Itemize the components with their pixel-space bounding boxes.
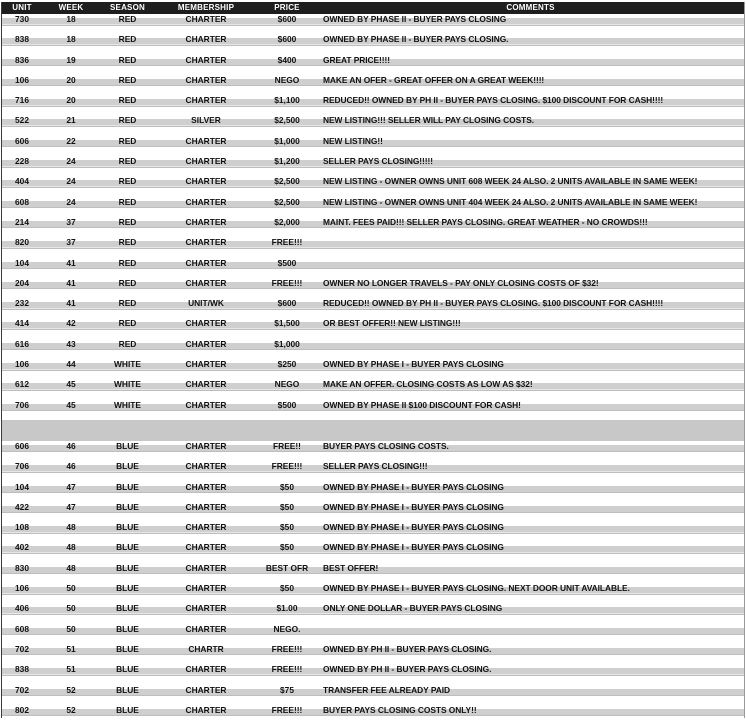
cell-price: $500 (277, 399, 297, 410)
cell-comment: ONLY ONE DOLLAR - BUYER PAYS CLOSING (323, 603, 503, 614)
cell-unit: 706 (15, 461, 29, 472)
cell-unit: 706 (15, 399, 29, 410)
cell-comment: OWNED BY PHASE II $100 DISCOUNT FOR CASH! (323, 399, 521, 410)
cell-season: BLUE (116, 522, 139, 533)
cell-membership: CHARTER (185, 74, 227, 85)
cell-unit: 606 (15, 135, 29, 146)
cell-week: 51 (66, 664, 76, 675)
cell-unit: 204 (15, 277, 29, 288)
cell-price: $2,500 (274, 115, 300, 126)
cell-membership: CHARTER (185, 277, 227, 288)
cell-season: RED (118, 115, 137, 126)
table-row (2, 644, 744, 664)
cell-membership: CHARTER (185, 583, 227, 594)
cell-season: RED (118, 257, 137, 268)
table-row (2, 461, 744, 481)
cell-week: 24 (66, 176, 76, 187)
cell-comment: OWNED BY PHASE I - BUYER PAYS CLOSING (323, 501, 504, 512)
cell-season: BLUE (116, 440, 139, 451)
cell-comment: TRANSFER FEE ALREADY PAID (323, 684, 451, 695)
table-row (2, 482, 744, 502)
cell-comment: REDUCED!! OWNED BY PH II - BUYER PAYS CLOSING. $100 DISCOUNT FOR CASH!!!! (323, 298, 664, 309)
cell-season: RED (118, 216, 137, 227)
cell-price: $1,000 (274, 338, 300, 349)
cell-membership: CHARTER (185, 196, 227, 207)
cell-comment: NEW LISTING!! (323, 135, 383, 146)
cell-comment: MAKE AN OFFER. CLOSING COSTS AS LOW AS $32! (323, 379, 533, 390)
cell-week: 20 (66, 95, 76, 106)
cell-unit: 106 (15, 74, 29, 85)
cell-membership: CHARTER (185, 176, 227, 187)
header-season: SEASON (110, 3, 145, 12)
cell-comment: SELLER PAYS CLOSING!!!!! (323, 156, 434, 167)
cell-membership: CHARTER (185, 542, 227, 553)
cell-season: RED (118, 74, 137, 85)
cell-week: 37 (66, 216, 76, 227)
cell-comment: OWNED BY PHASE I - BUYER PAYS CLOSING. NEXT DOOR UNIT AVAILABLE. (323, 583, 630, 594)
cell-comment (317, 237, 744, 257)
cell-comment: OWNED BY PHASE I - BUYER PAYS CLOSING (323, 542, 504, 553)
table-row (2, 522, 744, 542)
cell-comment (317, 624, 744, 644)
cell-price: $2,500 (274, 176, 300, 187)
cell-season: RED (118, 277, 137, 288)
cell-comment: MAINT. FEES PAID!!! SELLER PAYS CLOSING. GREAT WEATHER - NO CROWDS!!! (323, 216, 648, 227)
cell-unit: 414 (15, 318, 29, 329)
cell-unit: 838 (15, 664, 29, 675)
table-row (2, 542, 744, 562)
cell-price: $600 (277, 298, 297, 309)
table-row (2, 563, 744, 583)
cell-price: FREE!!! (271, 461, 303, 472)
cell-season: BLUE (116, 583, 139, 594)
cell-membership: CHARTER (185, 562, 227, 573)
cell-membership: CHARTER (185, 34, 227, 45)
table-row (2, 34, 744, 54)
table-row (2, 400, 744, 420)
cell-comment: NEW LISTING!!! SELLER WILL PAY CLOSING COSTS. (323, 115, 535, 126)
cell-membership: CHARTER (185, 216, 227, 227)
cell-week: 50 (66, 603, 76, 614)
cell-week: 52 (66, 704, 76, 715)
cell-comment: MAKE AN OFER - GREAT OFFER ON A GREAT WEEK!!!! (323, 74, 545, 85)
cell-price: FREE!!! (271, 704, 303, 715)
cell-week: 46 (66, 440, 76, 451)
cell-price: $2,500 (274, 196, 300, 207)
cell-unit: 104 (15, 481, 29, 492)
header-week: WEEK (58, 3, 84, 12)
table-row (2, 197, 744, 217)
cell-price: FREE!!! (271, 277, 303, 288)
cell-comment: NEW LISTING - OWNER OWNS UNIT 404 WEEK 24 ALSO. 2 UNITS AVAILABLE IN SAME WEEK! (323, 196, 698, 207)
header-comments: COMMENTS (506, 3, 555, 12)
cell-season: RED (118, 34, 137, 45)
cell-season: RED (118, 95, 137, 106)
cell-comment: OWNED BY PH II - BUYER PAYS CLOSING. (323, 643, 492, 654)
cell-week: 44 (66, 359, 76, 370)
table-header (2, 2, 744, 14)
table-row (2, 359, 744, 379)
cell-price: $1,500 (274, 318, 300, 329)
cell-price: NEGO (274, 379, 300, 390)
cell-week: 50 (66, 623, 76, 634)
cell-comment (317, 339, 744, 359)
cell-season: RED (118, 176, 137, 187)
header-unit: UNIT (12, 3, 32, 12)
table-row (2, 278, 744, 298)
cell-season: BLUE (116, 643, 139, 654)
table-row (2, 136, 744, 156)
table-row (2, 603, 744, 623)
cell-week: 47 (66, 481, 76, 492)
cell-price: FREE!!! (271, 643, 303, 654)
cell-unit: 228 (15, 156, 29, 167)
table-row (2, 75, 744, 95)
cell-unit: 406 (15, 603, 29, 614)
cell-price: $75 (280, 684, 294, 695)
cell-membership: CHARTER (185, 379, 227, 390)
cell-unit: 608 (15, 196, 29, 207)
table-row (2, 176, 744, 196)
cell-season: BLUE (116, 501, 139, 512)
cell-season: BLUE (116, 562, 139, 573)
cell-unit: 606 (15, 440, 29, 451)
cell-membership: CHARTER (185, 461, 227, 472)
cell-season: RED (118, 318, 137, 329)
cell-week: 19 (66, 54, 76, 65)
table-row (2, 55, 744, 75)
cell-comment: OWNED BY PHASE I - BUYER PAYS CLOSING (323, 522, 504, 533)
cell-unit: 402 (15, 542, 29, 553)
cell-unit: 702 (15, 643, 29, 654)
cell-membership: CHARTER (185, 237, 227, 248)
cell-unit: 232 (15, 298, 29, 309)
cell-comment: OWNED BY PHASE II - BUYER PAYS CLOSING. (323, 34, 509, 45)
cell-membership: CHARTER (185, 481, 227, 492)
cell-membership: CHARTER (185, 318, 227, 329)
cell-price: $250 (277, 359, 297, 370)
cell-price: $1,100 (274, 95, 300, 106)
table-row (2, 339, 744, 359)
cell-week: 22 (66, 135, 76, 146)
cell-price: $2,000 (274, 216, 300, 227)
cell-comment: SELLER PAYS CLOSING!!! (323, 461, 428, 472)
cell-membership: CHARTER (185, 623, 227, 634)
cell-season: WHITE (114, 379, 141, 390)
cell-price: $1.00 (276, 603, 298, 614)
table-row (2, 298, 744, 318)
cell-unit: 716 (15, 95, 29, 106)
cell-week: 46 (66, 461, 76, 472)
cell-price: NEGO. (273, 623, 301, 634)
cell-week: 50 (66, 583, 76, 594)
cell-price: $400 (277, 54, 297, 65)
cell-membership: CHARTER (185, 704, 227, 715)
cell-unit: 106 (15, 359, 29, 370)
cell-membership: CHARTER (185, 54, 227, 65)
table-row (2, 685, 744, 705)
cell-price: $600 (277, 14, 297, 24)
table-row (2, 583, 744, 603)
cell-season: RED (118, 135, 137, 146)
cell-unit: 702 (15, 684, 29, 695)
table-row (2, 95, 744, 115)
cell-unit: 108 (15, 522, 29, 533)
cell-comment: BEST OFFER! (323, 562, 379, 573)
cell-price: NEGO (274, 74, 300, 85)
cell-unit: 214 (15, 216, 29, 227)
table-row (2, 115, 744, 135)
cell-membership: CHARTER (185, 338, 227, 349)
cell-week: 37 (66, 237, 76, 248)
cell-unit: 730 (15, 14, 29, 24)
cell-price: $1,200 (274, 156, 300, 167)
cell-week: 48 (66, 522, 76, 533)
header-membership: MEMBERSHIP (177, 3, 235, 12)
cell-membership: CHARTER (185, 156, 227, 167)
cell-unit: 802 (15, 704, 29, 715)
cell-price: FREE!! (273, 440, 301, 451)
cell-week: 21 (66, 115, 76, 126)
cell-price: FREE!!! (271, 664, 303, 675)
cell-week: 51 (66, 643, 76, 654)
cell-week: 42 (66, 318, 76, 329)
cell-membership: CHARTER (185, 399, 227, 410)
table-row (2, 664, 744, 684)
cell-comment: OWNER NO LONGER TRAVELS - PAY ONLY CLOSING COSTS OF $32! (323, 277, 599, 288)
table-spacer-row (2, 420, 744, 441)
cell-week: 24 (66, 196, 76, 207)
cell-membership: CHARTER (185, 359, 227, 370)
cell-price: $50 (280, 583, 294, 594)
cell-season: BLUE (116, 461, 139, 472)
cell-price: $500 (277, 257, 297, 268)
cell-comment: OWNED BY PHASE I - BUYER PAYS CLOSING (323, 481, 504, 492)
cell-price: $50 (280, 542, 294, 553)
cell-price: FREE!!! (271, 237, 303, 248)
table-row (2, 502, 744, 522)
cell-season: RED (118, 338, 137, 349)
cell-week: 20 (66, 74, 76, 85)
cell-unit: 612 (15, 379, 29, 390)
cell-week: 18 (66, 14, 76, 24)
table-row (2, 441, 744, 461)
cell-season: RED (118, 54, 137, 65)
cell-comment (317, 258, 744, 278)
cell-week: 45 (66, 379, 76, 390)
table-body (2, 14, 744, 725)
cell-season: RED (118, 237, 137, 248)
cell-membership: CHARTER (185, 501, 227, 512)
cell-comment: OWNED BY PH II - BUYER PAYS CLOSING. (323, 664, 492, 675)
cell-membership: CHARTER (185, 95, 227, 106)
cell-comment: OR BEST OFFER!! NEW LISTING!!! (323, 318, 461, 329)
cell-week: 45 (66, 399, 76, 410)
cell-membership: CHARTER (185, 135, 227, 146)
header-price: PRICE (274, 3, 300, 12)
cell-season: RED (118, 298, 137, 309)
cell-season: BLUE (116, 684, 139, 695)
cell-week: 52 (66, 684, 76, 695)
cell-comment: BUYER PAYS CLOSING COSTS. (323, 440, 449, 451)
cell-week: 43 (66, 338, 76, 349)
cell-comment: BUYER PAYS CLOSING COSTS ONLY!! (323, 704, 477, 715)
cell-unit: 422 (15, 501, 29, 512)
cell-week: 47 (66, 501, 76, 512)
cell-unit: 522 (15, 115, 29, 126)
cell-price: $50 (280, 481, 294, 492)
cell-week: 24 (66, 156, 76, 167)
cell-week: 18 (66, 34, 76, 45)
cell-unit: 830 (15, 562, 29, 573)
cell-comment: OWNED BY PHASE II - BUYER PAYS CLOSING (323, 14, 507, 24)
cell-week: 48 (66, 562, 76, 573)
cell-week: 41 (66, 257, 76, 268)
cell-season: BLUE (116, 481, 139, 492)
cell-season: RED (118, 14, 137, 24)
cell-season: BLUE (116, 542, 139, 553)
cell-comment: NEW LISTING - OWNER OWNS UNIT 608 WEEK 24 ALSO. 2 UNITS AVAILABLE IN SAME WEEK! (323, 176, 698, 187)
table-row (2, 705, 744, 725)
cell-price: $1,000 (274, 135, 300, 146)
cell-membership: CHARTR (188, 643, 224, 654)
cell-unit: 616 (15, 338, 29, 349)
cell-price: $50 (280, 522, 294, 533)
cell-membership: SILVER (191, 115, 221, 126)
cell-comment: GREAT PRICE!!!! (323, 54, 391, 65)
cell-membership: CHARTER (185, 664, 227, 675)
cell-price: BEST OFR (265, 562, 309, 573)
cell-season: WHITE (114, 359, 141, 370)
cell-week: 41 (66, 277, 76, 288)
cell-season: RED (118, 156, 137, 167)
cell-membership: CHARTER (185, 440, 227, 451)
table-row (2, 237, 744, 257)
cell-week: 48 (66, 542, 76, 553)
cell-unit: 608 (15, 623, 29, 634)
cell-unit: 106 (15, 583, 29, 594)
cell-season: BLUE (116, 664, 139, 675)
listing-sheet (1, 2, 745, 718)
cell-comment: REDUCED!! OWNED BY PH II - BUYER PAYS CLOSING. $100 DISCOUNT FOR CASH!!!! (323, 95, 664, 106)
cell-season: BLUE (116, 704, 139, 715)
cell-membership: CHARTER (185, 684, 227, 695)
table-row (2, 217, 744, 237)
table-row (2, 156, 744, 176)
cell-season: BLUE (116, 603, 139, 614)
cell-season: RED (118, 196, 137, 207)
cell-membership: UNIT/WK (188, 298, 224, 309)
cell-season: WHITE (114, 399, 141, 410)
table-row (2, 379, 744, 399)
cell-unit: 838 (15, 34, 29, 45)
cell-membership: CHARTER (185, 257, 227, 268)
cell-membership: CHARTER (185, 603, 227, 614)
cell-comment: OWNED BY PHASE I - BUYER PAYS CLOSING (323, 359, 504, 370)
cell-price: $600 (277, 34, 297, 45)
cell-week: 41 (66, 298, 76, 309)
cell-membership: CHARTER (185, 522, 227, 533)
table-row (2, 624, 744, 644)
cell-season: BLUE (116, 623, 139, 634)
cell-unit: 836 (15, 54, 29, 65)
cell-unit: 404 (15, 176, 29, 187)
cell-unit: 104 (15, 257, 29, 268)
cell-membership: CHARTER (185, 14, 227, 24)
table-row (2, 318, 744, 338)
table-row (2, 258, 744, 278)
cell-price: $50 (280, 501, 294, 512)
cell-unit: 820 (15, 237, 29, 248)
table-row (2, 14, 744, 34)
